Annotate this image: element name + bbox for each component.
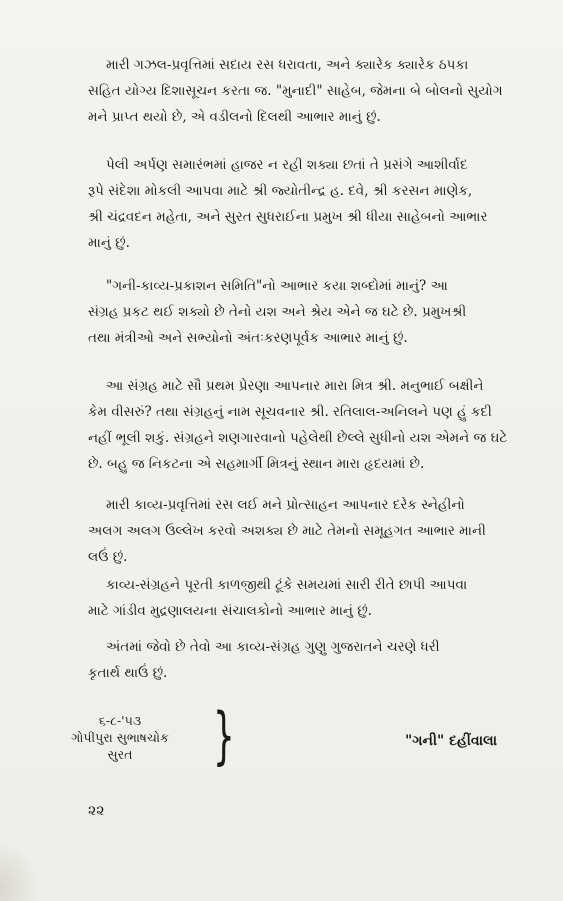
paragraph-line: સહિત યોગ્ય દિશાસૂચન કરતા જ. "મુનાદી" સાહેબ, જેમના બે બોલનો સુયોગ (88, 83, 503, 99)
paragraph (88, 572, 543, 624)
paragraph-line: આ સંગ્રહ માટે સૌ પ્રથમ પ્રેરણા આપનાર મારા મિત્ર શ્રી. મનુભાઈ બક્ષીને (106, 378, 484, 394)
paragraph (88, 373, 543, 477)
paragraph-line: કાવ્ય-સંગ્રહને પૂરતી કાળજીથી ટૂંકે સમયમાં સારી રીતે છાપી આપવા (106, 577, 468, 593)
page-edge-shadow (0, 840, 40, 901)
paragraph-line: કૃતાર્થ થાઉં છું. (88, 665, 168, 681)
paragraph-line: અલગ અલગ ઉલ્લેખ કરવો અશક્ય છે માટે તેમનો સમૂહગત આભાર માની (88, 523, 486, 539)
paragraph-line: પેલી અર્પણ સમારંભમાં હાજર ન રહી શક્યા છતાં તે પ્રસંગે આશીર્વાદ (106, 157, 468, 173)
paragraph-line: રૂપે સંદેશા મોકલી આપવા માટે શ્રી જ્યોતીન્દ્ર હ. દવે, શ્રી કરસન માણેક, (88, 183, 473, 199)
author-signature: "ગની" દહીંવાલા (405, 733, 498, 749)
paragraph-line: સંગ્રહ પ્રકટ થઈ શક્યો છે તેનો યશ અને શ્રેય એને જ ઘટે છે. પ્રમુખશ્રી (88, 304, 467, 320)
signature-date: ૬-૮-'૫૩ (98, 713, 142, 728)
paragraph-line: નહીં ભૂલી શકું. સંગ્રહને શણગારવાનો પહેલેથી છેલ્લે સુધીનો યશ એમને જ ઘટે (88, 430, 508, 446)
paragraph-line: તથા મંત્રીઓ અને સભ્યોનો અંતઃકરણપૂર્વક આભાર માનું છું. (88, 330, 408, 346)
paragraph-line: "ગની-કાવ્ય-પ્રકાશન સમિતિ"નો આભાર કયા શબ્દોમાં માનું? આ (106, 278, 448, 294)
paragraph-line: લઉં છું. (88, 549, 128, 565)
paragraph (88, 52, 543, 130)
paragraph (88, 492, 543, 570)
date-place-block (60, 712, 180, 763)
paragraph-line: મારી કાવ્ય-પ્રવૃત્તિમાં રસ લઈ મને પ્રોત્સાહન આપનાર દરેક સ્નેહીનો (106, 497, 465, 513)
paragraph-line: કેમ વીસરું? તથા સંગ્રહનું નામ સૂચવનાર શ્રી. રતિલાલ-અનિલને પણ હું કદી (88, 404, 492, 420)
right-brace-icon: } (213, 699, 235, 772)
paragraph-line: શ્રી ચંદ્રવદન મહેતા, અને સુરત સુધરાઈના પ્રમુખ શ્રી ધીયા સાહેબનો આભાર (88, 209, 488, 225)
paragraph-line: મને પ્રાપ્ત થયો છે, એ વડીલનો દિલથી આભાર માનું છું. (88, 109, 381, 125)
paragraph (88, 152, 543, 256)
paragraph-line: છે. બહુ જ નિકટના એ સહમાર્ગી મિત્રનું સ્થાન મારા હૃદયમાં છે. (88, 456, 425, 472)
signature-place-line1: ગોપીપુરા સુભાષચોક (71, 730, 169, 745)
signature-place-line2: સુરત (107, 747, 133, 762)
page-number: ૨૨ (88, 803, 105, 819)
paragraph-line: માનું છું. (88, 235, 130, 251)
paragraph-line: અંતમાં જેવો છે તેવો આ કાવ્ય-સંગ્રહ ગુણુ ગુજરાતને ચરણે ધરી (106, 639, 440, 655)
paragraph-line: માટે ગાંડીવ મુદ્રણાલયના સંચાલકોનો આભાર માનું છું. (88, 603, 372, 619)
paragraph (88, 634, 543, 686)
paragraph-line: મારી ગઝલ-પ્રવૃત્તિમાં સદાય રસ ધરાવતા, અને ક્યારેક ક્યારેક ઠપકા (106, 57, 469, 73)
paragraph (88, 273, 543, 351)
